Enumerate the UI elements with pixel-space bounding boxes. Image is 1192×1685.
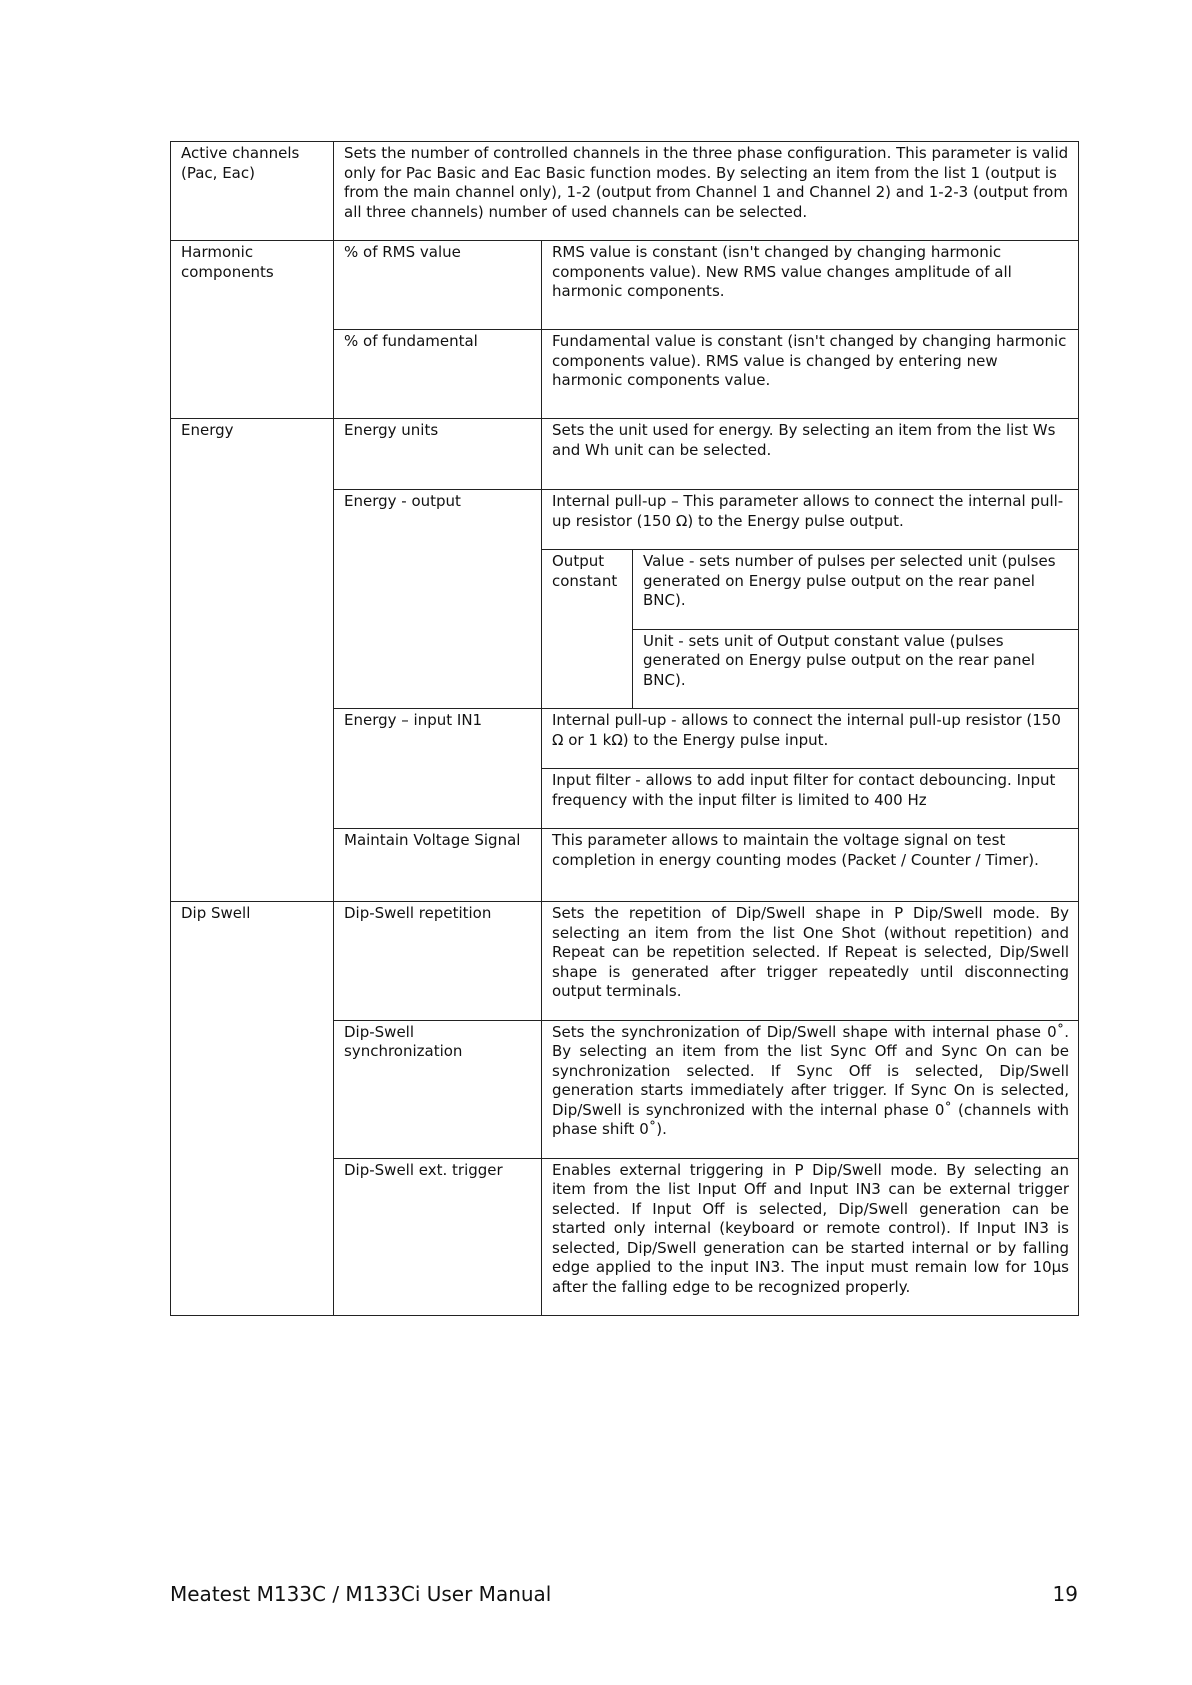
desc-output-constant-value: Value - sets number of pulses per selected unit (pulses generated on Energy pulse output on the rear panel BNC).	[633, 550, 1079, 630]
param-dip-swell-repetition: Dip-Swell repetition	[334, 902, 542, 1021]
desc-output-constant-unit: Unit - sets unit of Output constant value (pulses generated on Energy pulse output on the rear panel BNC).	[633, 629, 1079, 709]
desc-dip-swell-repetition: Sets the repetition of Dip/Swell shape in P Dip/Swell mode. By selecting an item from the list One Shot (without repetition) and Repeat can be repetition selected. If Repeat is selected, Dip/Swell shape is generated after trigger repeatedly until disconnecting output terminals.	[542, 902, 1079, 1021]
desc-fundamental: Fundamental value is constant (isn't changed by changing harmonic components value). RMS value is changed by entering new harmonic components value.	[542, 330, 1079, 419]
desc-dip-swell-sync: Sets the synchronization of Dip/Swell shape with internal phase 0˚. By selecting an item from the list Sync Off and Sync On can be synchronization selected. If Sync Off is selected, Dip/Swell generation starts immediately after trigger. If Sync On is selected, Dip/Swell is synchronized with the internal phase 0˚ (channels with phase shift 0˚).	[542, 1020, 1079, 1158]
param-dip-swell-sync: Dip-Swell synchronization	[334, 1020, 542, 1158]
desc-dip-swell-trigger: Enables external triggering in P Dip/Swell mode. By selecting an item from the list Input Off and Input IN3 can be external trigger selected. If Input Off is selected, Dip/Swell generation can be started only internal (keyboard or remote control). If Input IN3 is selected, Dip/Swell generation can be started internal or by falling edge applied to the input IN3. The input must remain low for 10μs after the falling edge to be recognized properly.	[542, 1158, 1079, 1316]
footer-page-number: 19	[1052, 1582, 1078, 1606]
footer-manual-title: Meatest M133C / M133Ci User Manual	[170, 1582, 552, 1606]
desc-output-pullup: Internal pull-up – This parameter allows to connect the internal pull-up resistor (150 Ω) to the Energy pulse output.	[542, 490, 1079, 550]
param-energy-output: Energy - output	[334, 490, 542, 709]
label-active-channels: Active channels (Pac, Eac)	[171, 142, 334, 241]
desc-energy-units: Sets the unit used for energy. By selecting an item from the list Ws and Wh unit can be selected.	[542, 419, 1079, 490]
param-maintain-voltage: Maintain Voltage Signal	[334, 829, 542, 902]
param-energy-input: Energy – input IN1	[334, 709, 542, 829]
param-rms-value: % of RMS value	[334, 241, 542, 330]
row-harmonic-rms	[171, 241, 1079, 330]
desc-input-filter: Input filter - allows to add input filter for contact debouncing. Input frequency with the input filter is limited to 400 Hz	[542, 769, 1079, 829]
row-energy-units	[171, 419, 1079, 490]
row-dip-swell-repetition	[171, 902, 1079, 1021]
label-output-constant: Output constant	[542, 550, 633, 709]
label-harmonic-components: Harmonic components	[171, 241, 334, 419]
desc-maintain-voltage: This parameter allows to maintain the voltage signal on test completion in energy counting modes (Packet / Counter / Timer).	[542, 829, 1079, 902]
desc-rms-value: RMS value is constant (isn't changed by changing harmonic components value). New RMS value changes amplitude of all harmonic components.	[542, 241, 1079, 330]
parameter-table	[170, 141, 1079, 1316]
label-dip-swell: Dip Swell	[171, 902, 334, 1316]
label-energy: Energy	[171, 419, 334, 902]
param-fundamental: % of fundamental	[334, 330, 542, 419]
row-active-channels	[171, 142, 1079, 241]
param-energy-units: Energy units	[334, 419, 542, 490]
param-dip-swell-trigger: Dip-Swell ext. trigger	[334, 1158, 542, 1316]
desc-input-pullup: Internal pull-up - allows to connect the internal pull-up resistor (150 Ω or 1 kΩ) to the Energy pulse input.	[542, 709, 1079, 769]
desc-active-channels: Sets the number of controlled channels in the three phase configuration. This parameter is valid only for Pac Basic and Eac Basic function modes. By selecting an item from the list 1 (output is from the main channel only), 1-2 (output from Channel 1 and Channel 2) and 1-2-3 (output from all three channels) number of used channels can be selected.	[334, 142, 1079, 241]
